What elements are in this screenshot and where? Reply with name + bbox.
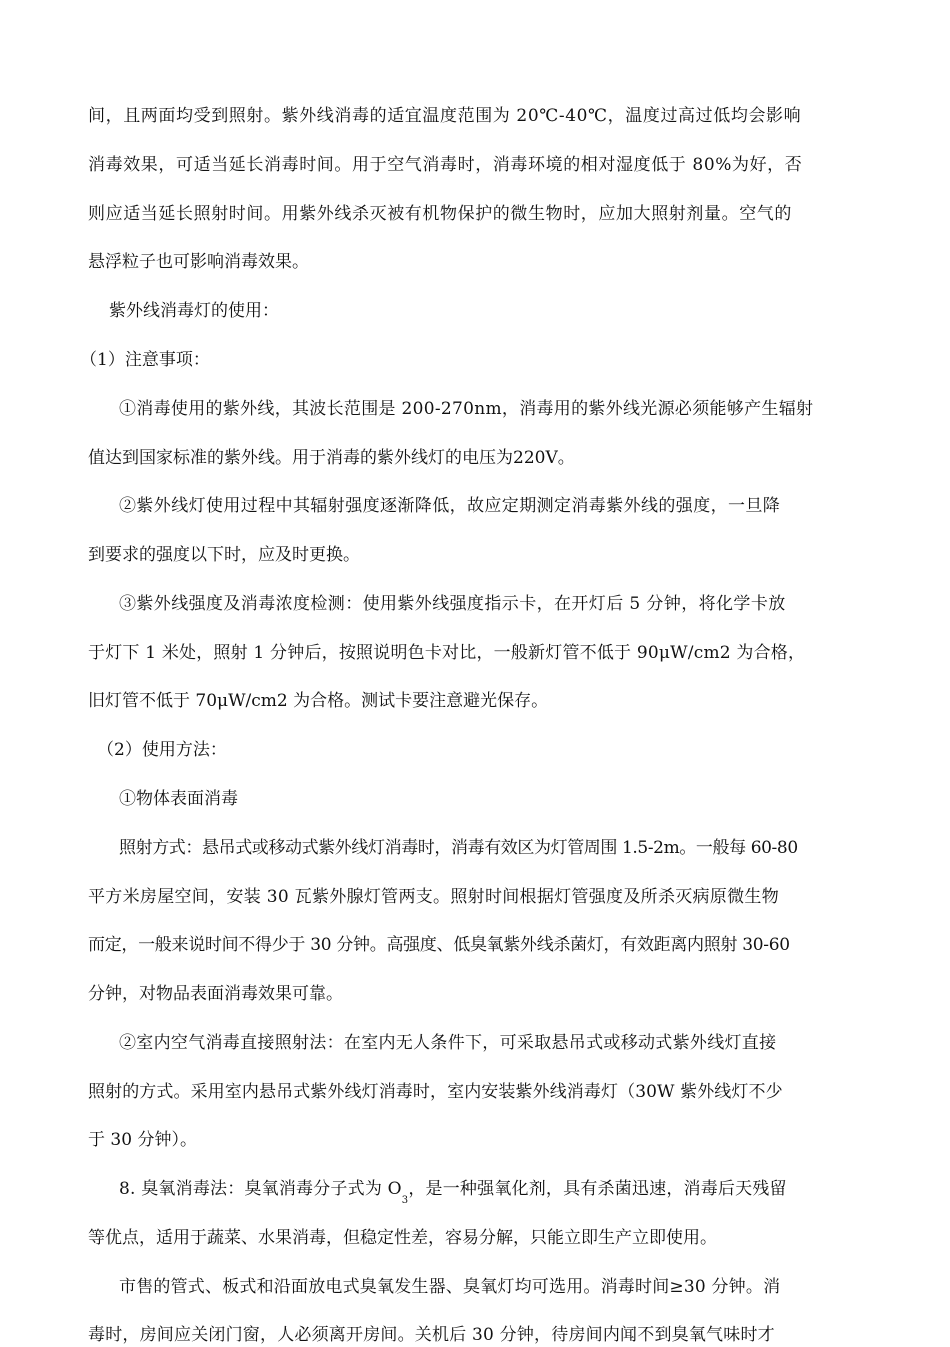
text-line: 紫外线消毒灯的使用： — [109, 301, 279, 321]
subscript-3: 3 — [401, 1195, 409, 1206]
text-line: 市售的管式、板式和沿面放电式臭氧发生器、臭氧灯均可选用。消毒时间≥30 分钟。消 — [119, 1277, 781, 1297]
text-line — [119, 1177, 787, 1206]
text-line: ②紫外线灯使用过程中其辐射强度逐渐降低，故应定期测定消毒紫外线的强度，一旦降 — [119, 496, 781, 516]
text-line: ①消毒使用的紫外线，其波长范围是 200-270nm，消毒用的紫外线光源必须能够产生辐射 — [119, 399, 814, 419]
formula-suffix: ，是一种强氧化剂，具有杀菌迅速，消毒后天残留 — [408, 1179, 787, 1199]
text-line: 于 30 分钟）。 — [88, 1130, 197, 1150]
text-line: 旧灯管不低于 70μW/cm2 为合格。测试卡要注意避光保存。 — [88, 691, 549, 711]
text-line: 照射的方式。采用室内悬吊式紫外线灯消毒时，室内安装紫外线消毒灯（30W 紫外线灯不少 — [88, 1082, 783, 1102]
text-line: ②室内空气消毒直接照射法：在室内无人条件下，可采取悬吊式或移动式紫外线灯直接 — [119, 1033, 777, 1053]
text-line: 照射方式：悬吊式或移动式紫外线灯消毒时，消毒有效区为灯管周围 1.5-2m。一般每 60-80 — [119, 838, 798, 858]
text-line: 平方米房屋空间，安装 30 瓦紫外腺灯管两支。照射时间根据灯管强度及所杀灭病原微生物 — [88, 887, 780, 907]
text-line: 间，且两面均受到照射。紫外线消毒的适宜温度范围为 20℃-40℃，温度过高过低均会影响 — [88, 106, 802, 126]
text-line: （1）注意事项： — [80, 350, 210, 370]
text-line: 分钟，对物品表面消毒效果可靠。 — [88, 984, 343, 1004]
text-line: 而定，一般来说时间不得少于 30 分钟。高强度、低臭氧紫外线杀菌灯，有效距离内照射 30-60 — [88, 935, 790, 955]
text-line: 悬浮粒子也可影响消毒效果。 — [88, 252, 309, 272]
text-line: 消毒效果，可适当延长消毒时间。用于空气消毒时，消毒环境的相对湿度低于 80%为好，否 — [88, 155, 803, 175]
text-line: （2）使用方法： — [97, 740, 227, 760]
text-line: 等优点，适用于蔬菜、水果消毒，但稳定性差，容易分解，只能立即生产立即使用。 — [88, 1228, 717, 1248]
text-line: 毒时，房间应关闭门窗，人必须离开房间。关机后 30 分钟，待房间内闻不到臭氧气味时才 — [88, 1325, 775, 1345]
text-line: ③紫外线强度及消毒浓度检测：使用紫外线强度指示卡，在开灯后 5 分钟，将化学卡放 — [119, 594, 786, 614]
text-line: 于灯下 1 米处，照射 1 分钟后，按照说明色卡对比，一般新灯管不低于 90μW/cm2 为合格， — [88, 643, 806, 663]
text-line: 则应适当延长照射时间。用紫外线杀灭被有机物保护的微生物时，应加大照射剂量。空气的 — [88, 204, 792, 224]
text-line: 到要求的强度以下时，应及时更换。 — [88, 545, 360, 565]
text-line: 值达到国家标准的紫外线。用于消毒的紫外线灯的电压为220V。 — [88, 448, 575, 468]
formula-prefix: 8. 臭氧消毒法：臭氧消毒分子式为 O — [119, 1179, 402, 1199]
text-line: ①物体表面消毒 — [119, 789, 238, 809]
